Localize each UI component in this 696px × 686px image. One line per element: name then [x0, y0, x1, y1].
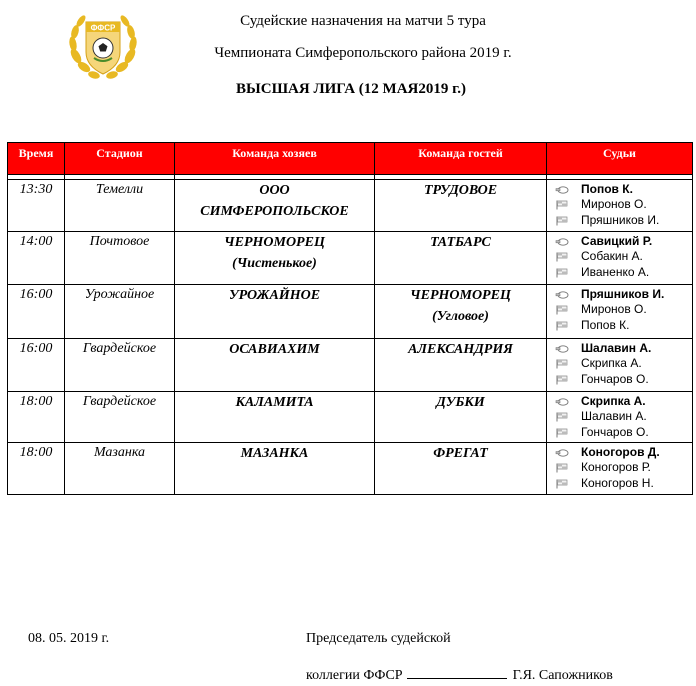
away-team-cell [375, 392, 547, 443]
match-row [8, 339, 693, 392]
match-time: 16:00 [8, 339, 65, 392]
match-time: 13:30 [8, 180, 65, 232]
assistant-referee [555, 317, 692, 333]
match-row [8, 443, 693, 495]
match-row [8, 180, 693, 232]
flag-icon [555, 411, 569, 421]
referee-name: Иваненко А. [581, 264, 650, 279]
referee-name: Скрипка А. [581, 393, 646, 408]
home-team-name: МАЗАНКА [240, 446, 309, 461]
whistle-icon [555, 236, 569, 246]
match-time: 16:00 [8, 285, 65, 339]
home-team-cell [175, 339, 375, 392]
home-team-cell [175, 285, 375, 339]
referees-cell [547, 180, 693, 232]
assistant-referee [555, 212, 692, 228]
away-team-name: ТРУДОВОЕ [423, 183, 498, 198]
referee-name: Гончаров О. [581, 371, 649, 386]
schedule-table [7, 142, 693, 495]
main-referee [555, 286, 692, 302]
table-header-row [8, 143, 693, 175]
match-time: 18:00 [8, 443, 65, 495]
referees-cell [547, 392, 693, 443]
away-team-cell [375, 339, 547, 392]
logo-text: ФФСР [90, 23, 116, 33]
column-header-away-team: Команда гостей [375, 143, 547, 175]
referees-cell [547, 443, 693, 495]
referee-name: Савицкий Р. [581, 233, 653, 248]
signature-blank [407, 666, 507, 679]
whistle-icon [555, 289, 569, 299]
whistle-icon [555, 396, 569, 406]
referee-name: Коногоров Н. [581, 475, 654, 490]
chairman-org: коллегии ФФСР [306, 668, 403, 683]
referee-name: Попов К. [581, 181, 633, 196]
referee-name: Собакин А. [581, 249, 643, 264]
league-title: ВЫСШАЯ ЛИГА (12 МАЯ2019 г.) [236, 81, 466, 97]
match-stadium: Мазанка [65, 443, 175, 495]
away-team-cell [375, 443, 547, 495]
referees-cell [547, 232, 693, 285]
away-team-cell [375, 180, 547, 232]
match-row [8, 285, 693, 339]
assistant-referee [555, 356, 692, 372]
column-header-stadium: Стадион [65, 143, 175, 175]
chairman-title: Председатель судейской [306, 631, 451, 646]
match-stadium: Урожайное [65, 285, 175, 339]
home-team-name: ООО [259, 183, 290, 198]
match-time: 14:00 [8, 232, 65, 285]
home-team-name: УРОЖАЙНОЕ [228, 288, 321, 303]
assistant-referee [555, 460, 692, 476]
chairman-name: Г.Я. Сапожников [512, 668, 613, 683]
assistant-referee [555, 475, 692, 491]
assistant-referee [555, 371, 692, 387]
main-referee [555, 181, 692, 197]
away-team-name: АЛЕКСАНДРИЯ [408, 342, 513, 357]
whistle-icon [555, 447, 569, 457]
referee-name: Пряшников И. [581, 286, 665, 301]
home-team-name: ОСАВИАХИМ [229, 342, 320, 357]
match-stadium: Темелли [65, 180, 175, 232]
assistant-referee [555, 249, 692, 265]
match-stadium: Почтовое [65, 232, 175, 285]
flag-icon [555, 374, 569, 384]
main-referee [555, 340, 692, 356]
flag-icon [555, 478, 569, 488]
home-team-name: (Чистенькое) [232, 256, 317, 271]
referees-cell [547, 285, 693, 339]
flag-icon [555, 304, 569, 314]
referee-name: Шалавин А. [581, 340, 652, 355]
referee-name: Миронов О. [581, 197, 647, 212]
match-row [8, 232, 693, 285]
referee-name: Миронов О. [581, 302, 647, 317]
flag-icon [555, 267, 569, 277]
column-header-time: Время [8, 143, 65, 175]
home-team-name: КАЛАМИТА [235, 395, 314, 410]
away-team-name: (Угловое) [432, 309, 489, 324]
flag-icon [555, 320, 569, 330]
document-title-line2: Чемпионата Симферопольского района 2019 г. [214, 45, 512, 61]
assistant-referee [555, 409, 692, 425]
away-team-name: ФРЕГАТ [433, 446, 488, 461]
referee-name: Попов К. [581, 317, 630, 332]
match-stadium: Гвардейское [65, 339, 175, 392]
whistle-icon [555, 184, 569, 194]
referee-name: Пряшников И. [581, 212, 660, 227]
home-team-cell [175, 392, 375, 443]
match-stadium: Гвардейское [65, 392, 175, 443]
home-team-cell [175, 180, 375, 232]
assistant-referee [555, 197, 692, 213]
assistant-referee [555, 424, 692, 440]
flag-icon [555, 358, 569, 368]
footer-date: 08. 05. 2019 г. [28, 631, 110, 646]
main-referee [555, 393, 692, 409]
flag-icon [555, 462, 569, 472]
main-referee [555, 444, 692, 460]
column-header-referees: Судьи [547, 143, 693, 175]
away-team-name: ДУБКИ [436, 395, 485, 410]
away-team-cell [375, 285, 547, 339]
match-row [8, 392, 693, 443]
flag-icon [555, 215, 569, 225]
referee-name: Гончаров О. [581, 424, 649, 439]
document-title-line1: Судейские назначения на матчи 5 тура [240, 13, 486, 29]
assistant-referee [555, 302, 692, 318]
whistle-icon [555, 343, 569, 353]
home-team-cell [175, 443, 375, 495]
away-team-name: ЧЕРНОМОРЕЦ [410, 288, 511, 303]
column-header-home-team: Команда хозяев [175, 143, 375, 175]
assistant-referee [555, 264, 692, 280]
home-team-cell [175, 232, 375, 285]
flag-icon [555, 251, 569, 261]
flag-icon [555, 199, 569, 209]
flag-icon [555, 427, 569, 437]
referee-name: Коногоров Р. [581, 460, 651, 475]
main-referee [555, 233, 692, 249]
referee-name: Коногоров Д. [581, 444, 660, 459]
home-team-name: СИМФЕРОПОЛЬСКОЕ [200, 204, 349, 219]
home-team-name: ЧЕРНОМОРЕЦ [224, 235, 325, 250]
chairman-signature-line [306, 666, 613, 684]
referees-cell [547, 339, 693, 392]
referee-name: Шалавин А. [581, 409, 647, 424]
away-team-cell [375, 232, 547, 285]
match-time: 18:00 [8, 392, 65, 443]
away-team-name: ТАТБАРС [430, 235, 491, 250]
referee-name: Скрипка А. [581, 356, 642, 371]
